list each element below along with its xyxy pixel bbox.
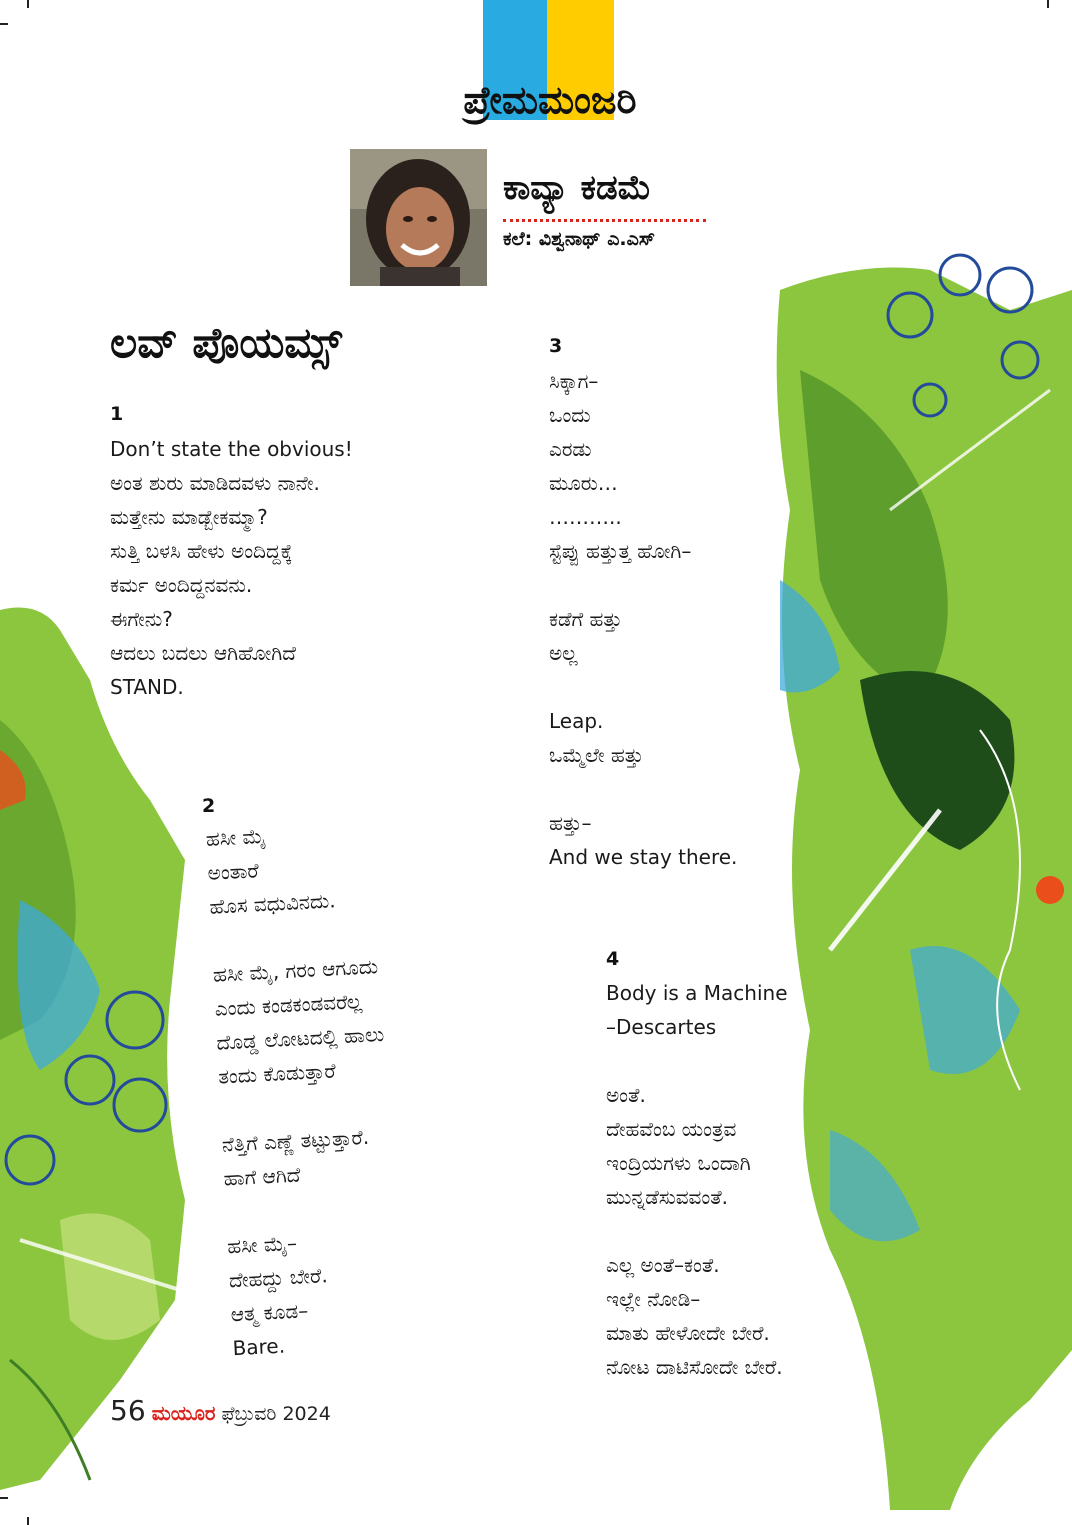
poem-line: –Descartes	[606, 1015, 717, 1039]
issue-date: ಫೆಬ್ರುವರಿ 2024	[221, 1403, 331, 1425]
poem-line: ನೋಟ ದಾಟಿಸೋದೇ ಬೇರೆ.	[606, 1355, 783, 1379]
poem-line: ಅಲ್ಲ	[549, 641, 578, 665]
poem-line: ಸುತ್ತಿ ಬಳಸಿ ಹೇಳು ಅಂದಿದ್ದಕ್ಕೆ	[110, 539, 293, 563]
poem-line: ಇಂದ್ರಿಯಗಳು ಒಂದಾಗಿ	[606, 1151, 751, 1175]
poem-line: ಇಲ್ಲೇ ನೋಡಿ–	[606, 1287, 701, 1311]
poem-line: Leap.	[549, 709, 604, 733]
poem-line: ನೆತ್ತಿಗೆ ಎಣ್ಣೆ ತಟ್ಟುತ್ತಾರೆ.	[221, 1124, 370, 1157]
poem-line: ಅಂತ ಶುರು ಮಾಡಿದವಳು ನಾನೇ.	[110, 471, 320, 495]
article-title: ಲವ್ ಪೊಯಮ್ಸ್	[110, 318, 342, 367]
poem-line: ಒಂದು	[549, 403, 591, 427]
poem-1	[110, 432, 353, 704]
watercolor-art-left	[0, 600, 190, 1490]
poem-line: ಈಗೇನು?	[110, 607, 173, 631]
poem-line: ಎರಡು	[549, 437, 592, 461]
poem-line: ಹಸೀ ಮೈ, ಗರಂ ಆಗೂದು	[212, 954, 379, 987]
poem-4-number: 4	[606, 948, 620, 970]
poem-line: ಆತ್ಮ ಕೂಡ–	[230, 1298, 309, 1327]
poem-line: ಎಂದು ಕಂಡಕಂಡವರೆಲ್ಲ	[214, 989, 363, 1021]
poem-line: ಸ್ಟೆಪ್ಪು ಹತ್ತುತ್ತ ಹೋಗಿ–	[549, 539, 692, 563]
poem-line: ಹಸೀ ಮೈ	[205, 823, 267, 851]
poem-line: And we stay there.	[549, 845, 738, 869]
poem-1-number: 1	[110, 403, 124, 425]
crop-mark	[1047, 0, 1049, 8]
watercolor-art-right	[770, 250, 1072, 1510]
poem-line: Body is a Machine	[606, 981, 788, 1005]
poem-line: ದೊಡ್ಡ ಲೋಟದಲ್ಲಿ ಹಾಲು	[215, 1021, 385, 1055]
poem-line: ದೇಹವೆಂಬ ಯಂತ್ರವ	[606, 1117, 737, 1141]
poem-line: ಮೂರು…	[549, 471, 618, 495]
poem-4	[606, 976, 788, 1384]
art-credit: ಕಲೆ: ವಿಶ್ವನಾಥ್ ಎ.ಎಸ್	[503, 228, 656, 250]
crop-mark	[27, 1517, 29, 1525]
poem-line: ಮುನ್ನಡೆಸುವವಂತೆ.	[606, 1185, 729, 1209]
poem-2-number: 2	[202, 795, 216, 817]
magazine-logo: ಮಯೂರ	[151, 1401, 216, 1425]
author-name: ಕಾವ್ಯಾ ಕಡಮೆ	[503, 168, 652, 208]
crop-mark	[0, 1497, 8, 1499]
poem-line: Bare.	[231, 1333, 286, 1361]
poem-line: ಹಸೀ ಮೈ–	[226, 1230, 298, 1259]
poem-line: Don’t state the obvious!	[110, 437, 353, 461]
poem-line: ದೇಹದ್ದು ಬೇರೆ.	[228, 1263, 329, 1293]
poem-line: ಅಂತಾರೆ	[207, 858, 260, 885]
poem-line: ಸಿಕ್ಕಾಗ–	[549, 369, 599, 393]
poem-line: ಮಾತು ಹೇಳೋದೇ ಬೇರೆ.	[606, 1321, 770, 1345]
poem-line: ಹೊಸ ವಧುವಿನದು.	[208, 888, 337, 919]
page-number: 56	[110, 1394, 146, 1427]
poem-line: STAND.	[110, 675, 184, 699]
poem-line: ತಂದು ಕೊಡುತ್ತಾರೆ	[217, 1058, 337, 1089]
poem-line: ಒಮ್ಮೆಲೇ ಹತ್ತು	[549, 743, 644, 767]
poem-line: ಆದಲು ಬದಲು ಆಗಿಹೋಗಿದೆ	[110, 641, 296, 665]
poem-line: ಹತ್ತು–	[549, 811, 592, 835]
poem-2	[205, 813, 401, 1365]
dotted-divider	[503, 219, 706, 222]
poem-line: ಮತ್ತೇನು ಮಾಡ್ಬೇಕಮ್ಮಾ?	[110, 505, 268, 529]
crop-mark	[27, 0, 29, 8]
poem-3	[549, 364, 737, 874]
section-title: ಪ್ರೇಮಮಂಜರಿ	[463, 78, 637, 122]
poem-3-number: 3	[549, 335, 563, 357]
poem-line: ಕರ್ಮ ಅಂದಿದ್ದನವನು.	[110, 573, 253, 597]
page-footer	[110, 1394, 331, 1427]
author-photo	[350, 149, 487, 286]
poem-line: ಎಲ್ಲ ಅಂತೆ–ಕಂತೆ.	[606, 1253, 720, 1277]
crop-mark	[0, 23, 8, 25]
poem-line: ………..	[549, 505, 622, 529]
poem-line: ಕಡೆಗೆ ಹತ್ತು	[549, 607, 623, 631]
poem-line: ಅಂತೆ.	[606, 1083, 646, 1107]
poem-line: ಹಾಗೆ ಆಗಿದೆ	[223, 1162, 301, 1191]
